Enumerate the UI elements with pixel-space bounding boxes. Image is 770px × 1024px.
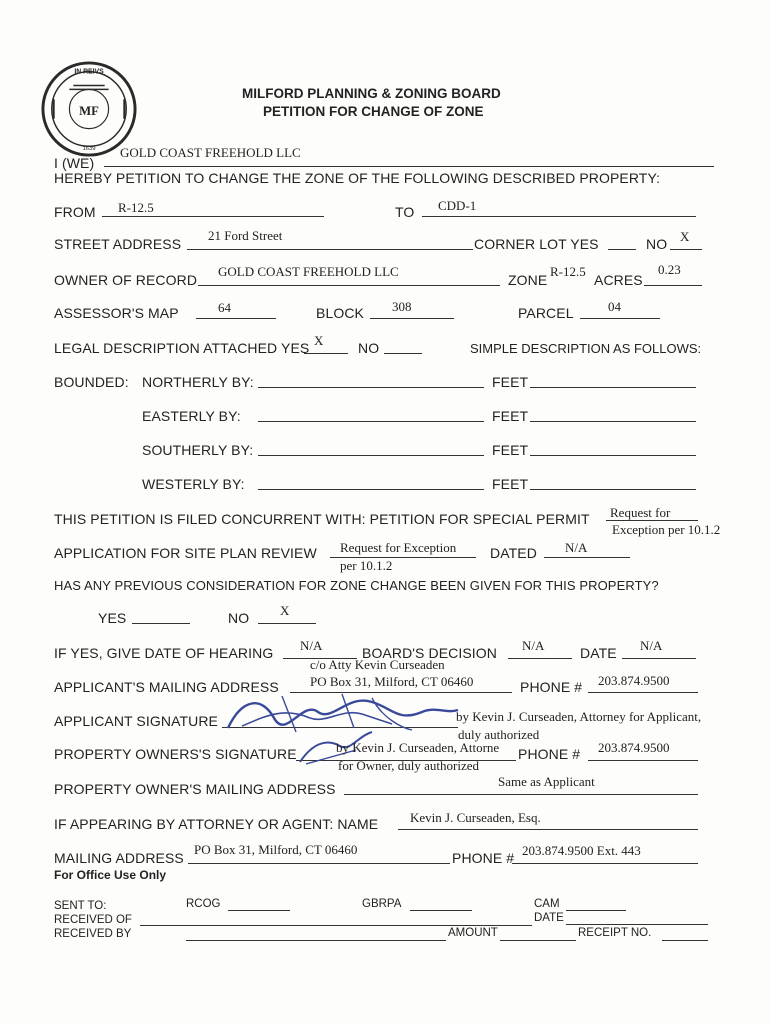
acres-label: ACRES: [594, 272, 643, 288]
easterly-feet-label: FEET: [492, 408, 529, 424]
received-of-label: RECEIVED OF: [54, 914, 132, 926]
cam-label: CAM: [534, 898, 560, 910]
received-of-line: [140, 925, 532, 926]
svg-text:MF: MF: [79, 103, 99, 118]
owner-record-line: [198, 285, 500, 286]
petitioner-line: [104, 166, 714, 167]
northerly-feet-line: [530, 387, 696, 388]
site-plan-value-2[interactable]: per 10.1.2: [340, 558, 393, 573]
concurrent-label: THIS PETITION IS FILED CONCURRENT WITH: PETITION FOR SPECIAL PERMIT: [54, 511, 590, 527]
attorney-mailing-value[interactable]: PO Box 31, Milford, CT 06460: [194, 842, 358, 857]
received-by-line: [186, 940, 446, 941]
attorney-mailing-label: MAILING ADDRESS: [54, 850, 184, 866]
northerly-label: NORTHERLY BY:: [142, 374, 254, 390]
owner-record-label: OWNER OF RECORD: [54, 272, 198, 288]
applicant-authorized[interactable]: duly authorized: [458, 727, 540, 742]
owner-phone-value[interactable]: 203.874.9500: [598, 740, 670, 755]
receipt-no-line: [662, 940, 708, 941]
assessor-map-line: [196, 318, 276, 319]
attorney-phone-line: [512, 863, 698, 864]
attorney-mailing-line: [188, 863, 450, 864]
applicant-mailing-value[interactable]: PO Box 31, Milford, CT 06460: [310, 674, 474, 689]
boards-decision-value[interactable]: N/A: [522, 638, 545, 653]
petitioner-label: I (WE): [54, 155, 95, 171]
street-address-label: STREET ADDRESS: [54, 236, 182, 252]
legal-no-line: [384, 353, 422, 354]
office-use-heading: For Office Use Only: [54, 868, 167, 882]
westerly-feet-label: FEET: [492, 476, 529, 492]
site-plan-label: APPLICATION FOR SITE PLAN REVIEW: [54, 545, 317, 561]
southerly-feet-label: FEET: [492, 442, 529, 458]
westerly-line: [258, 489, 484, 490]
office-date-line: [566, 924, 708, 925]
owner-phone-line: [588, 760, 698, 761]
zone-value[interactable]: R-12.5: [550, 264, 586, 279]
block-label: BLOCK: [316, 305, 364, 321]
from-label: FROM: [54, 204, 96, 220]
owner-by-line[interactable]: by Kevin J. Curseaden, Attorne: [336, 740, 500, 755]
block-value[interactable]: 308: [392, 299, 412, 314]
dated-value[interactable]: N/A: [565, 540, 588, 555]
owner-mailing-label: PROPERTY OWNER'S MAILING ADDRESS: [54, 781, 336, 797]
acres-value[interactable]: 0.23: [658, 262, 681, 277]
decision-date-line: [622, 658, 696, 659]
legal-yes-line: [304, 353, 348, 354]
special-permit-line: [606, 520, 698, 521]
easterly-label: EASTERLY BY:: [142, 408, 241, 424]
amount-label: AMOUNT: [448, 927, 498, 939]
svg-text:IN REIVS: IN REIVS: [74, 68, 104, 76]
applicant-phone-label: PHONE #: [520, 679, 583, 695]
easterly-line: [258, 421, 484, 422]
svg-text:1639: 1639: [82, 146, 96, 153]
legal-description-label: LEGAL DESCRIPTION ATTACHED YES: [54, 340, 310, 356]
simple-description-label: SIMPLE DESCRIPTION AS FOLLOWS:: [470, 341, 702, 356]
rcog-line: [228, 910, 290, 911]
attorney-phone-value[interactable]: 203.874.9500 Ext. 443: [522, 843, 641, 858]
office-date-label: DATE: [534, 912, 564, 924]
amount-line: [500, 940, 576, 941]
form-title: MILFORD PLANNING & ZONING BOARD: [242, 86, 501, 101]
assessor-map-value[interactable]: 64: [218, 300, 231, 315]
corner-lot-no-label: NO: [646, 236, 668, 252]
dated-line: [544, 557, 630, 558]
sent-to-label: SENT TO:: [54, 900, 107, 912]
zone-label: ZONE: [508, 272, 548, 288]
previous-yes-label: YES: [98, 610, 127, 626]
easterly-feet-line: [530, 421, 696, 422]
applicant-mailing-label: APPLICANT'S MAILING ADDRESS: [54, 679, 279, 695]
westerly-label: WESTERLY BY:: [142, 476, 245, 492]
applicant-phone-line: [588, 692, 698, 693]
attorney-name-line: [398, 829, 698, 830]
assessor-map-label: ASSESSOR'S MAP: [54, 305, 179, 321]
attorney-name-label: IF APPEARING BY ATTORNEY OR AGENT: NAME: [54, 816, 379, 832]
owner-phone-label: PHONE #: [518, 746, 581, 762]
owner-record-value[interactable]: GOLD COAST FREEHOLD LLC: [218, 264, 399, 279]
receipt-no-label: RECEIPT NO.: [578, 927, 652, 939]
dated-label: DATED: [490, 545, 537, 561]
corner-lot-yes-label: CORNER LOT YES: [474, 236, 599, 252]
hearing-date-label: IF YES, GIVE DATE OF HEARING: [54, 645, 274, 661]
owner-mailing-value[interactable]: Same as Applicant: [498, 774, 595, 789]
petitioner-value[interactable]: GOLD COAST FREEHOLD LLC: [120, 145, 301, 160]
northerly-feet-label: FEET: [492, 374, 529, 390]
southerly-label: SOUTHERLY BY:: [142, 442, 254, 458]
block-line: [370, 318, 454, 319]
previous-yes-line: [132, 623, 190, 624]
received-by-label: RECEIVED BY: [54, 928, 132, 940]
street-address-value[interactable]: 21 Ford Street: [208, 228, 283, 243]
site-plan-value-1[interactable]: Request for Exception: [340, 540, 457, 555]
parcel-label: PARCEL: [518, 305, 574, 321]
northerly-line: [258, 387, 484, 388]
attorney-name-value[interactable]: Kevin J. Curseaden, Esq.: [410, 810, 541, 825]
previous-consideration-question: HAS ANY PREVIOUS CONSIDERATION FOR ZONE CHANGE BEEN GIVEN FOR THIS PROPERTY?: [54, 578, 659, 593]
boards-decision-label: BOARD'S DECISION: [362, 645, 497, 661]
gbrpa-line: [410, 910, 472, 911]
southerly-line: [258, 455, 484, 456]
applicant-care-of[interactable]: c/o Atty Kevin Curseaden: [310, 657, 445, 672]
applicant-signature-label: APPLICANT SIGNATURE: [54, 713, 218, 729]
legal-yes-mark[interactable]: X: [314, 333, 324, 348]
gbrpa-label: GBRPA: [362, 898, 402, 910]
owner-mailing-line: [344, 794, 698, 795]
parcel-value[interactable]: 04: [608, 299, 621, 314]
special-permit-value-2[interactable]: Exception per 10.1.2: [612, 522, 721, 537]
corner-yes-line: [608, 249, 636, 250]
to-line: [422, 216, 696, 217]
applicant-by-line[interactable]: by Kevin J. Curseaden, Attorney for Applicant,: [456, 709, 702, 724]
legal-no-label: NO: [358, 340, 380, 356]
corner-no-line: [670, 249, 702, 250]
applicant-phone-value[interactable]: 203.874.9500: [598, 673, 670, 688]
petition-statement: HEREBY PETITION TO CHANGE THE ZONE OF THE FOLLOWING DESCRIBED PROPERTY:: [54, 170, 661, 186]
rcog-label: RCOG: [186, 898, 221, 910]
to-label: TO: [395, 204, 415, 220]
decision-date-value[interactable]: N/A: [640, 638, 663, 653]
milford-seal-logo: [40, 60, 138, 158]
owner-signature-label: PROPERTY OWNERS'S SIGNATURE: [54, 746, 297, 762]
boards-decision-line: [508, 658, 572, 659]
owner-for-owner[interactable]: for Owner, duly authorized: [338, 758, 479, 773]
special-permit-value-1[interactable]: Request for: [610, 505, 671, 520]
parcel-line: [580, 318, 660, 319]
bounded-label: BOUNDED:: [54, 374, 129, 390]
westerly-feet-line: [530, 489, 696, 490]
acres-line: [644, 285, 702, 286]
decision-date-label: DATE: [580, 645, 617, 661]
previous-no-mark[interactable]: X: [280, 603, 290, 618]
southerly-feet-line: [530, 455, 696, 456]
previous-no-label: NO: [228, 610, 250, 626]
previous-no-line: [258, 623, 316, 624]
form-subtitle: PETITION FOR CHANGE OF ZONE: [263, 104, 484, 119]
from-zone-value[interactable]: R-12.5: [118, 200, 154, 215]
attorney-phone-label: PHONE #: [452, 850, 515, 866]
from-line: [102, 216, 324, 217]
corner-lot-no-mark[interactable]: X: [680, 229, 690, 244]
street-line: [187, 249, 473, 250]
hearing-date-value[interactable]: N/A: [300, 638, 323, 653]
cam-line: [566, 910, 626, 911]
to-zone-value[interactable]: CDD-1: [438, 198, 477, 213]
